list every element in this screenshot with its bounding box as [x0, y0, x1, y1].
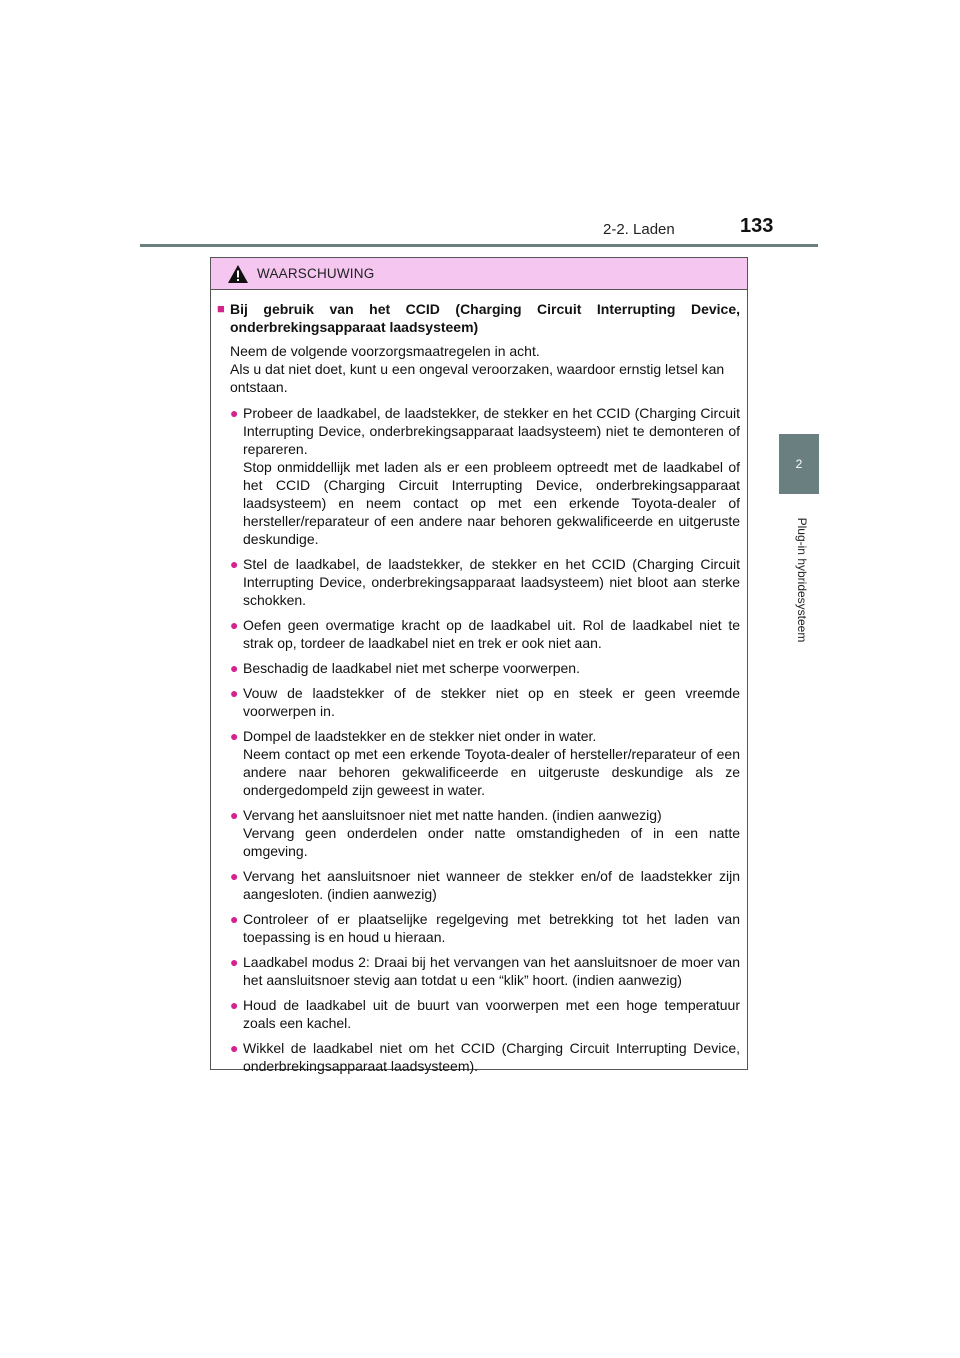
list-item: [217, 727, 740, 799]
item-line: Dompel de laadstekker en de stekker niet onder in water.: [243, 728, 597, 744]
warning-list: [217, 404, 740, 1075]
list-item-text: [243, 910, 740, 946]
list-item-text: [243, 404, 740, 548]
item-line: Stel de laadkabel, de laadstekker, de stekker en het CCID (Charging Circuit Interrupting Device, onderbrekingsapparaat laadsysteem) niet bloot aan sterke schokken.: [243, 556, 740, 608]
list-item: [217, 555, 740, 609]
bullet-dot-icon: ●: [230, 405, 239, 421]
intro-line: Neem de volgende voorzorgsmaatregelen in acht.: [230, 343, 540, 359]
item-line: Houd de laadkabel uit de buurt van voorwerpen met een hoge temperatuur zoals een kachel.: [243, 997, 740, 1031]
bullet-dot-icon: ●: [230, 728, 239, 744]
item-line: Probeer de laadkabel, de laadstekker, de stekker en het CCID (Charging Circuit Interrupting Device, onderbrekingsapparaat laadsysteem) niet te demonteren of repareren.: [243, 405, 740, 457]
list-item: [217, 806, 740, 860]
header-rule: [140, 244, 818, 247]
item-line: Vervang het aansluitsnoer niet wanneer de stekker en/of de laadstekker zijn aangesloten. (indien aanwezig): [243, 868, 740, 902]
list-item-text: [243, 659, 740, 677]
bullet-dot-icon: ●: [230, 685, 239, 701]
warning-heading: [217, 300, 740, 336]
item-line: Controleer of er plaatselijke regelgeving met betrekking tot het laden van toepassing is en houd u hieraan.: [243, 911, 740, 945]
warning-intro: [217, 342, 740, 396]
warning-header: [211, 258, 747, 290]
bullet-dot-icon: ●: [230, 868, 239, 884]
side-tab-label: Plug-in hybridesysteem: [795, 517, 809, 643]
warning-box: [210, 257, 748, 1074]
page-number: 133: [740, 215, 774, 237]
item-line: Stop onmiddellijk met laden als er een probleem optreedt met de laadkabel of het CCID (Charging Circuit Interrupting Device, onderbrekingsapparaat laadsysteem) en neem contact op met een erkende Toyota-dealer of hersteller/reparateur of een andere naar behoren gekwalificeerde en uitgeruste deskundige.: [243, 459, 740, 547]
item-line: Vervang het aansluitsnoer niet met natte handen. (indien aanwezig): [243, 807, 662, 823]
item-line: Vervang geen onderdelen onder natte omstandigheden of in een natte omgeving.: [243, 825, 740, 859]
list-item-text: [243, 1039, 740, 1075]
list-item-text: [243, 996, 740, 1032]
warning-body: [211, 290, 747, 1075]
list-item: [217, 1039, 740, 1075]
list-item-text: [243, 727, 740, 799]
list-item-text: [243, 867, 740, 903]
bullet-dot-icon: ●: [230, 617, 239, 633]
square-bullet-icon: ■: [217, 301, 225, 316]
page-section-title: 2-2. Laden: [603, 221, 675, 238]
list-item-text: [243, 616, 740, 652]
list-item-text: [243, 555, 740, 609]
warning-heading-text: Bij gebruik van het CCID (Charging Circuit Interrupting Device, onderbrekingsapparaat laadsysteem): [230, 301, 740, 335]
list-item: [217, 404, 740, 548]
bullet-dot-icon: ●: [230, 954, 239, 970]
item-line: Neem contact op met een erkende Toyota-dealer of hersteller/reparateur of een andere naar behoren gekwalificeerde en uitgeruste deskundige als ze ondergedompeld zijn geweest in water.: [243, 746, 740, 798]
item-line: Laadkabel modus 2: Draai bij het vervangen van het aansluitsnoer de moer van het aansluitsnoer stevig aan totdat u een “klik” hoort. (indien aanwezig): [243, 954, 740, 988]
list-item: [217, 910, 740, 946]
item-line: Wikkel de laadkabel niet om het CCID (Charging Circuit Interrupting Device, onderbrekingsapparaat laadsysteem).: [243, 1040, 740, 1074]
bullet-dot-icon: ●: [230, 911, 239, 927]
bullet-dot-icon: ●: [230, 660, 239, 676]
bullet-dot-icon: ●: [230, 1040, 239, 1056]
item-line: Oefen geen overmatige kracht op de laadkabel uit. Rol de laadkabel niet te strak op, tordeer de laadkabel niet en trek er ook niet aan.: [243, 617, 740, 651]
list-item: [217, 616, 740, 652]
warning-title: WAARSCHUWING: [257, 266, 375, 281]
list-item: [217, 659, 740, 677]
side-tab-number: 2: [779, 434, 819, 494]
item-line: Vouw de laadstekker of de stekker niet op en steek er geen vreemde voorwerpen in.: [243, 685, 740, 719]
intro-line: Als u dat niet doet, kunt u een ongeval veroorzaken, waardoor ernstig letsel kan ontstaan.: [230, 361, 725, 395]
list-item-text: [243, 953, 740, 989]
list-item-text: [243, 684, 740, 720]
bullet-dot-icon: ●: [230, 556, 239, 572]
item-line: Beschadig de laadkabel niet met scherpe voorwerpen.: [243, 660, 580, 676]
bullet-dot-icon: ●: [230, 997, 239, 1013]
list-item: [217, 867, 740, 903]
list-item-text: [243, 806, 740, 860]
warning-triangle-icon: [227, 264, 249, 284]
list-item: [217, 684, 740, 720]
list-item: [217, 953, 740, 989]
list-item: [217, 996, 740, 1032]
bullet-dot-icon: ●: [230, 807, 239, 823]
